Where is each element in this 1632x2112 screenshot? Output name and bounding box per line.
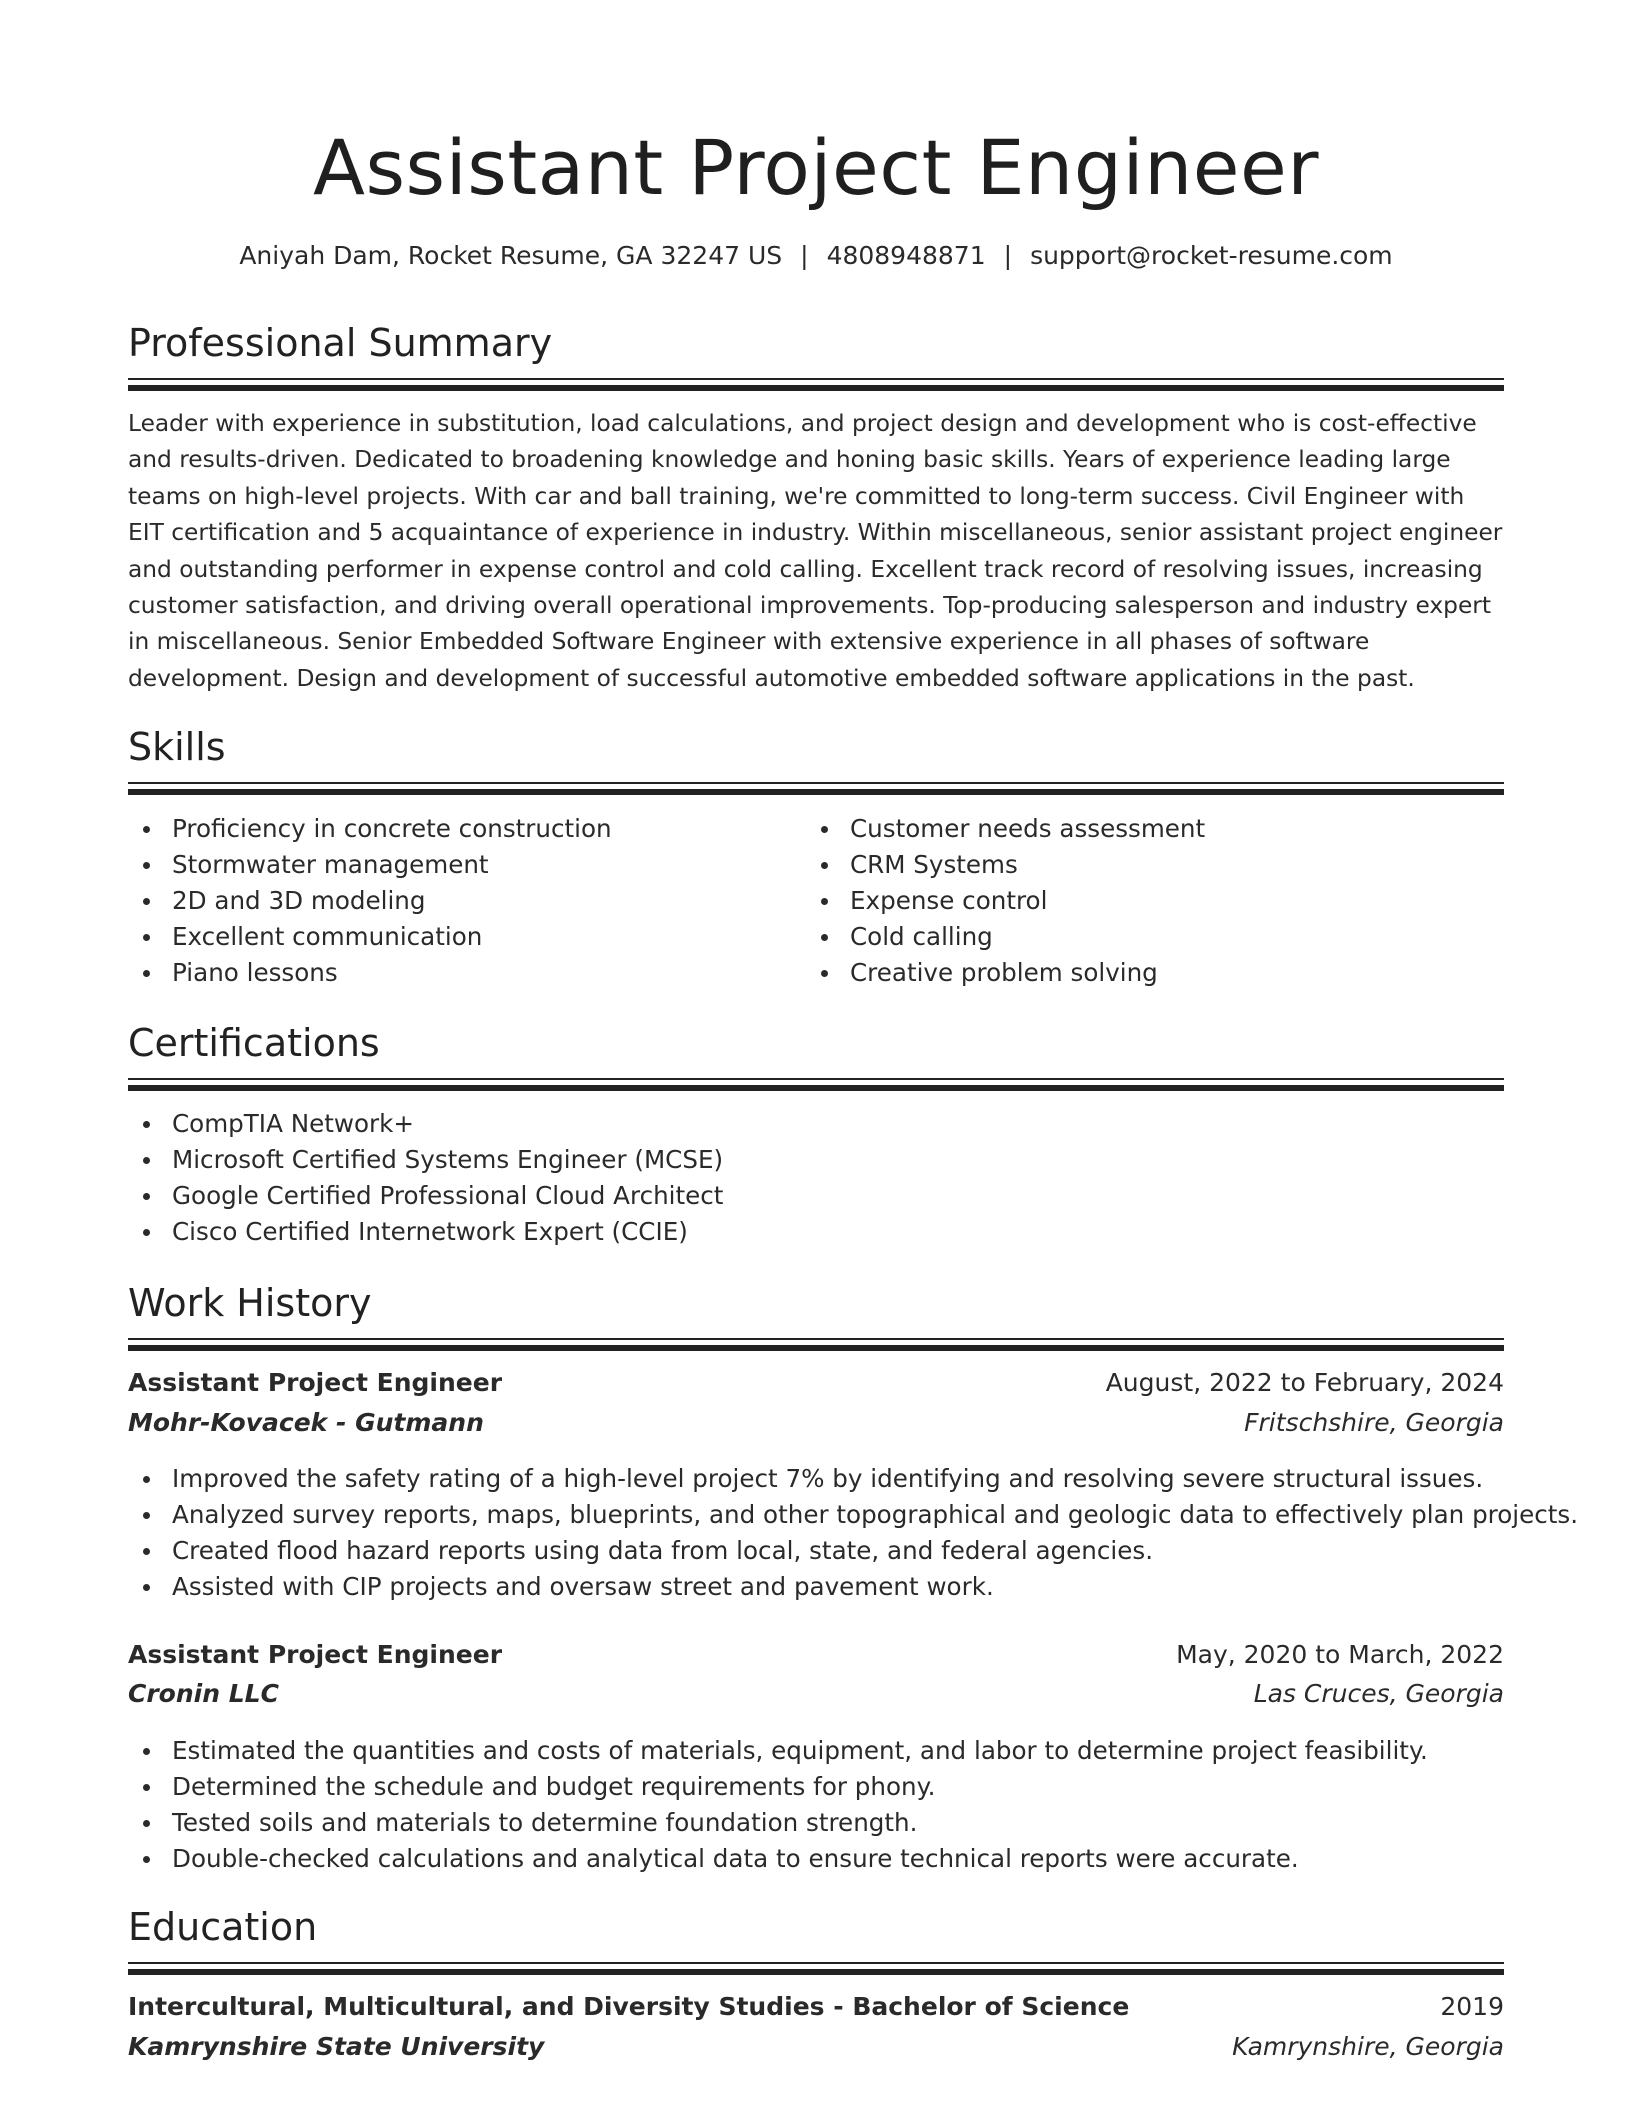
section-divider xyxy=(128,782,1504,784)
job-bullet: Created flood hazard reports using data from local, state, and federal agencies. xyxy=(128,1533,1504,1569)
resume-title: Assistant Project Engineer xyxy=(312,123,1320,212)
certifications-section-header xyxy=(128,1018,1504,1091)
contact-email: support@rocket-resume.com xyxy=(1030,241,1393,270)
job-subheader xyxy=(128,1679,1504,1708)
summary-heading: Professional Summary xyxy=(128,321,553,365)
skill-item: Proficiency in concrete construction xyxy=(128,811,778,847)
work-section-header xyxy=(128,1278,1504,1351)
job-subheader xyxy=(128,1408,1504,1437)
job-bullets xyxy=(128,1461,1579,1605)
job-header xyxy=(128,1368,1504,1397)
job-dates: May, 2020 to March, 2022 xyxy=(1176,1640,1504,1669)
job-bullet: Determined the schedule and budget requirements for phony. xyxy=(128,1769,1504,1805)
summary-section-header xyxy=(128,318,1504,391)
skill-item: Creative problem solving xyxy=(806,955,1456,991)
job-dates: August, 2022 to February, 2024 xyxy=(1105,1368,1504,1397)
certifications-list xyxy=(128,1106,1504,1250)
skill-item: Excellent communication xyxy=(128,919,778,955)
contact-line xyxy=(128,238,1504,274)
certifications-heading: Certifications xyxy=(128,1021,380,1065)
job-company: Mohr-Kovacek - Gutmann xyxy=(128,1408,484,1437)
section-divider xyxy=(128,1085,1504,1091)
education-header xyxy=(128,1992,1504,2021)
skill-item: Stormwater management xyxy=(128,847,778,883)
section-divider xyxy=(128,385,1504,391)
skills-list-right xyxy=(806,811,1456,991)
skill-item: 2D and 3D modeling xyxy=(128,883,778,919)
job-bullet: Double-checked calculations and analytical data to ensure technical reports were accurate. xyxy=(128,1841,1504,1877)
certification-item: Google Certified Professional Cloud Architect xyxy=(128,1178,1504,1214)
work-heading: Work History xyxy=(128,1281,372,1325)
job-bullet: Tested soils and materials to determine foundation strength. xyxy=(128,1805,1504,1841)
skills-heading: Skills xyxy=(128,725,226,769)
skill-item: CRM Systems xyxy=(806,847,1456,883)
education-year: 2019 xyxy=(1440,1992,1504,2021)
job-title: Assistant Project Engineer xyxy=(128,1368,503,1397)
certification-item: Cisco Certified Internetwork Expert (CCIE) xyxy=(128,1214,1504,1250)
skill-item: Piano lessons xyxy=(128,955,778,991)
education-subheader xyxy=(128,2032,1504,2061)
education-section-header xyxy=(128,1902,1504,1975)
contact-phone: 4808948871 xyxy=(826,241,986,270)
job-location: Fritschshire, Georgia xyxy=(1244,1408,1504,1437)
education-location: Kamrynshire, Georgia xyxy=(1232,2032,1504,2061)
education-school: Kamrynshire State University xyxy=(128,2032,545,2061)
job-bullet: Assisted with CIP projects and oversaw street and pavement work. xyxy=(128,1569,1504,1605)
skill-item: Expense control xyxy=(806,883,1456,919)
contact-separator: | xyxy=(800,241,809,270)
job-bullets xyxy=(128,1733,1504,1877)
education-heading: Education xyxy=(128,1905,318,1949)
job-company: Cronin LLC xyxy=(128,1679,279,1708)
section-divider xyxy=(128,1078,1504,1080)
section-divider xyxy=(128,789,1504,795)
job-bullet: Estimated the quantities and costs of materials, equipment, and labor to determine project feasibility. xyxy=(128,1733,1504,1769)
skill-item: Cold calling xyxy=(806,919,1456,955)
summary-text: Leader with experience in substitution, load calculations, and project design and development who is cost-effective and results-driven. Dedicated to broadening knowledge and honing basic skills. Years of experience leading large teams on high-level projects. With car and ball training, we're committed to long-term success. Civil Engineer with EIT certification and 5 acquaintance of experience in industry. Within miscellaneous, senior assistant project engineer and outstanding performer in expense control and cold calling. Excellent track record of resolving issues, increasing customer satisfaction, and driving overall operational improvements. Top-producing salesperson and industry expert in miscellaneous. Senior Embedded Software Engineer with extensive experience in all phases of software development. Design and development of successful automotive embedded software applications in the past. xyxy=(128,410,1503,692)
certification-item: Microsoft Certified Systems Engineer (MCSE) xyxy=(128,1142,1504,1178)
education-degree: Intercultural, Multicultural, and Diversity Studies - Bachelor of Science xyxy=(128,1992,1130,2021)
job-title: Assistant Project Engineer xyxy=(128,1640,503,1669)
section-divider xyxy=(128,1345,1504,1351)
job-header xyxy=(128,1640,1504,1669)
job-location: Las Cruces, Georgia xyxy=(1253,1679,1504,1708)
skill-item: Customer needs assessment xyxy=(806,811,1456,847)
section-divider xyxy=(128,378,1504,380)
certification-item: CompTIA Network+ xyxy=(128,1106,1504,1142)
skills-list-left xyxy=(128,811,778,991)
section-divider xyxy=(128,1338,1504,1340)
job-bullet: Analyzed survey reports, maps, blueprints, and other topographical and geologic data to effectively plan projects. xyxy=(128,1497,1504,1533)
section-divider xyxy=(128,1969,1504,1975)
job-bullet: Improved the safety rating of a high-level project 7% by identifying and resolving severe structural issues. xyxy=(128,1461,1504,1497)
skills-section-header xyxy=(128,722,1504,795)
section-divider xyxy=(128,1962,1504,1964)
contact-address: Aniyah Dam, Rocket Resume, GA 32247 US xyxy=(239,241,783,270)
contact-separator: | xyxy=(1003,241,1013,270)
